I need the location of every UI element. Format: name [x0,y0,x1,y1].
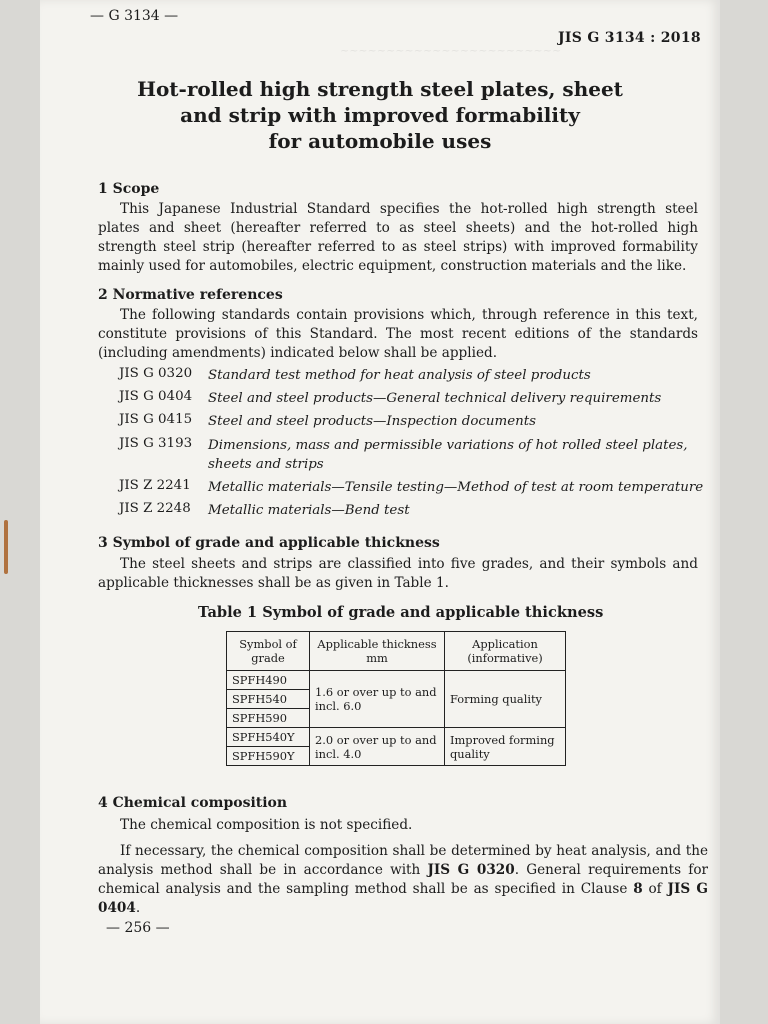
header-application-label: Application [472,637,538,651]
page-number: — 256 — [106,920,170,936]
document-page [40,0,720,1024]
scope-heading: 1 Scope [98,181,160,197]
chem-para-2 [98,842,708,918]
header-application [445,632,566,671]
header-thickness [310,632,445,671]
table-row [227,728,566,747]
chem-heading: 4 Chemical composition [98,795,288,811]
grade-cell: SPFH590 [227,709,310,728]
header-right: JIS G 3134 : 2018 [558,30,701,46]
chem-clause-number: 8 [633,881,643,897]
symbol-text: The steel sheets and strips are classified into five grades, and their symbols and applicable thicknesses shall be as given in Table 1. [98,556,698,591]
page-edge-mark [4,520,8,574]
ref-title: Dimensions, mass and permissible variations of hot rolled steel plates, sheets and strips [208,438,688,472]
title-line-3: for automobile uses [268,129,492,153]
table-row [227,671,566,690]
bleed-through-text: ~~~~~~~~~~~~~~~~~~~~~~~~ [340,44,562,57]
title-line-1: Hot-rolled high strength steel plates, sheet [137,77,623,101]
symbol-heading: 3 Symbol of grade and applicable thickness [98,535,440,551]
grade-cell: SPFH590Y [227,747,310,766]
chem-text: of [642,881,668,897]
scope-text: This Japanese Industrial Standard specifies the hot-rolled high strength steel plates and sheet (hereafter referred to as steel sheets) and the hot-rolled high strength steel strip (hereafter referred to as steel strips) with improved formability mainly used for automobiles, electric equipment, construction materials and the like. [98,201,698,274]
header-left: — G 3134 — [90,8,179,24]
ref-title: Steel and steel products—General technical delivery requirements [208,391,662,406]
grade-table [226,631,566,766]
header-application-note: (informative) [467,651,543,665]
table-caption: Table 1 Symbol of grade and applicable thickness [198,604,604,621]
ref-title: Steel and steel products—Inspection documents [208,414,537,429]
chem-text: If necessary, the chemical composition shall be determined by heat analysis, and the analysis method shall be in accordance with [98,843,708,878]
ref-title: Metallic materials—Tensile testing—Method of test at room temperature [208,480,704,495]
grade-cell: SPFH540Y [227,728,310,747]
grade-cell: SPFH490 [227,671,310,690]
chem-text: . [135,900,141,916]
ref-title: Metallic materials—Bend test [208,503,410,518]
ref-code: JIS G 0415 [119,412,193,427]
header-thickness-label: Applicable thickness [317,637,437,651]
normative-text: The following standards contain provisions which, through reference in this text, constitute provisions of this Standard. The most recent editions of the standards (including amendments) indicated below shall be applied. [98,307,698,361]
chem-ref-jis-g0320: JIS G 0320 [427,862,515,878]
header-symbol: Symbol of grade [227,632,310,671]
thickness-cell: 2.0 or over up to and incl. 4.0 [310,728,445,766]
document-title [100,76,660,154]
title-line-2: and strip with improved formability [180,103,580,127]
normative-heading: 2 Normative references [98,287,283,303]
ref-code: JIS G 0404 [119,389,193,404]
header-thickness-unit: mm [366,651,388,665]
ref-code: JIS Z 2248 [119,501,191,516]
ref-code: JIS Z 2241 [119,478,191,493]
chem-text: . General requirements for chemical analysis and the sampling method shall be as specified in Clause [98,862,709,897]
grade-cell: SPFH540 [227,690,310,709]
application-cell: Forming quality [445,671,566,728]
ref-code: JIS G 3193 [119,436,193,451]
ref-title: Standard test method for heat analysis of steel products [208,368,591,383]
chem-ref-jis-g0404: JIS G 0404 [98,881,709,916]
thickness-cell: 1.6 or over up to and incl. 6.0 [310,671,445,728]
application-cell: Improved forming quality [445,728,566,766]
ref-code: JIS G 0320 [119,366,193,381]
chem-para-1: The chemical composition is not specified. [120,817,413,833]
table-header-row [227,632,566,671]
